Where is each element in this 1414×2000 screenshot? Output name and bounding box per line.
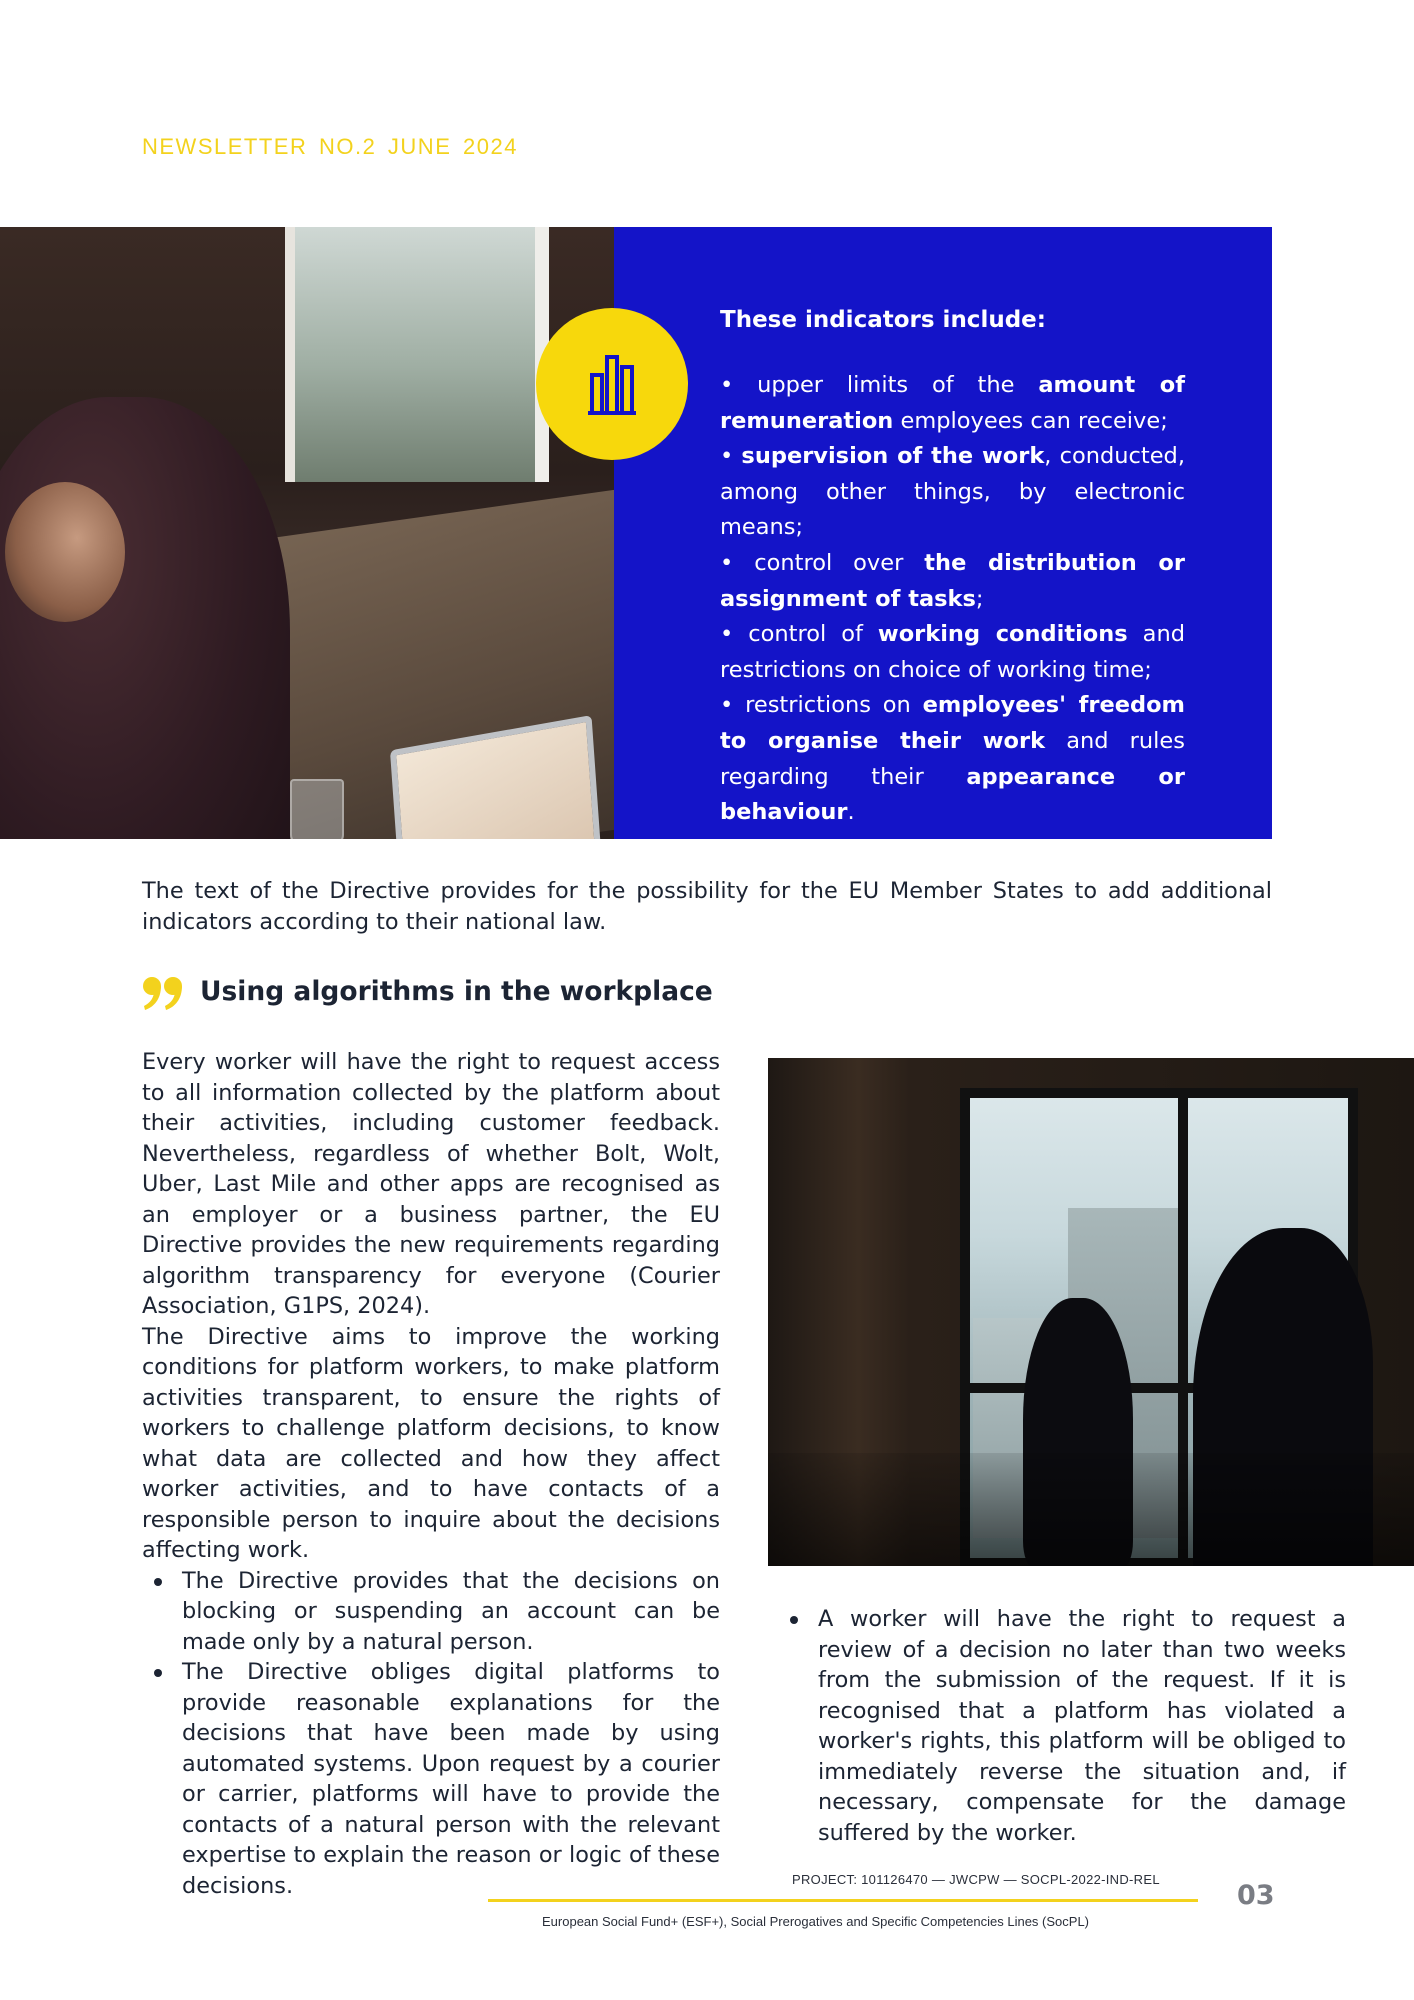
indicator-emphasis: the distribution or assignment of tasks [720,549,1185,612]
funding-line: European Social Fund+ (ESF+), Social Prerogatives and Specific Competencies Lines (SocPL) [542,1914,1090,1929]
indicator-emphasis: employees' freedom to organise their work [720,692,1185,754]
quote-icon [142,975,186,1015]
photo-man-with-laptop [0,227,614,839]
list-item: The Directive obliges digital platforms to provide reasonable explanations for the decisions that have been made by using automated systems. Upon request by a courier or carrier, platforms will have to provide the contacts of a natural person with the relevant expertise to explain the reason or logic of these decisions. [142,1657,720,1901]
paragraph-aims: The Directive aims to improve the working conditions for platform workers, to make platform activities transparent, to ensure the rights of workers to challenge platform decisions, to know what data are collected and how they affect worker activities, and to have contacts of a responsible person to inquire about the decisions affecting work. [142,1323,720,1563]
indicator-item [720,688,1185,830]
list-item: A worker will have the right to request a review of a decision no later than two weeks from the submission of the request. If it is recognised that a platform has violated a worker's rights, this platform will be obliged to immediately reverse the situation and, if necessary, compensate for the damage suffered by the worker. [778,1604,1346,1848]
indicator-text: ; [975,585,984,612]
indicator-emphasis: supervision of the work [741,443,1045,470]
paragraph-access: Every worker will have the right to request access to all information collected by the platform about their activities, including customer feedback. Nevertheless, regardless of whether Bolt, Wolt, Uber, Last Mile and other apps are recognised as an employer or a business partner, the EU Directive provides the new requirements regarding algorithm transparency for everyone (Courier Association, G1PS, 2024). [142,1049,720,1319]
indicators-title: These indicators include: [720,307,1046,333]
indicator-text: • control over [720,549,925,576]
indicator-emphasis: appearance or behaviour [720,763,1185,826]
indicator-text: • control of [720,621,878,648]
indicators-list [720,368,1185,831]
indicator-text: and rules regarding their [720,727,1185,790]
bar-chart-icon [588,353,636,415]
newsletter-header: NEWSLETTER NO.2 JUNE 2024 [142,134,518,159]
indicator-emphasis: amount of remuneration [720,372,1185,434]
intro-paragraph: The text of the Directive provides for the possibility for the EU Member States to add additional indicators according to their national law. [142,878,1272,935]
indicator-text: . [847,799,855,826]
indicator-text: , conducted, among other things, by electronic means; [720,443,1185,541]
left-column [142,1047,720,1901]
indicator-item [720,439,1185,546]
indicator-text: • upper limits of the [720,372,1039,398]
right-bullet-list [778,1604,1346,1848]
indicator-item [720,546,1185,617]
left-bullet-list [142,1566,720,1902]
list-item: The Directive provides that the decisions on blocking or suspending an account can be made only by a natural person. [142,1566,720,1658]
photo-workers-silhouette [768,1058,1414,1566]
indicator-text: • restrictions on [720,692,923,719]
page-number: 03 [1237,1880,1275,1911]
indicator-badge [536,308,688,460]
indicator-text: • [720,443,742,470]
indicator-item [720,368,1185,439]
right-column [778,1604,1346,1848]
project-reference: PROJECT: 101126470 — JWCPW — SOCPL-2022-IND-REL [792,1872,1160,1887]
footer-divider [488,1899,1198,1902]
indicator-text: and restrictions on choice of working time; [720,621,1185,683]
indicator-item [720,617,1185,688]
indicator-text: employees can receive; [893,407,1168,434]
indicator-emphasis: working conditions [877,621,1128,648]
section-heading: Using algorithms in the workplace [200,976,713,1007]
